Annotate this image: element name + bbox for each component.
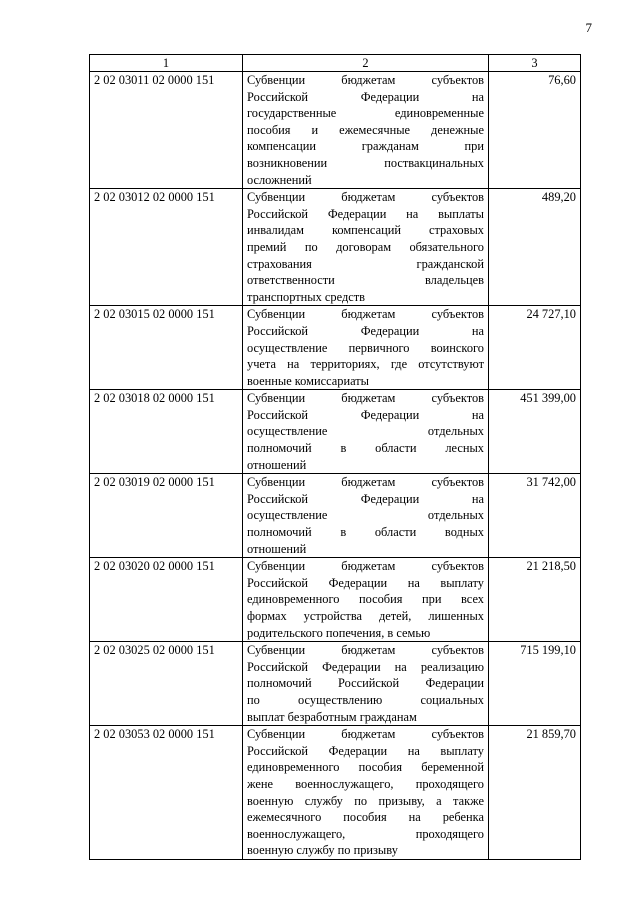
table-body: [90, 72, 581, 860]
budget-code-cell: 2 02 03018 02 0000 151: [90, 390, 243, 474]
page-number: 7: [585, 20, 592, 35]
description-line: военные комиссариаты: [247, 373, 370, 388]
description-cell: [243, 189, 489, 306]
table-row: [90, 390, 581, 474]
description-line: осложнений: [247, 172, 312, 187]
amount-cell: 21 859,70: [489, 726, 581, 860]
description-line: родительского попечения, в семью: [247, 625, 431, 640]
budget-code-cell: 2 02 03020 02 0000 151: [90, 558, 243, 642]
description-line: ответственности владельцев: [247, 273, 484, 288]
table-row: [90, 726, 581, 860]
column-header-amount: 3: [489, 55, 581, 72]
description-line: единовременного пособия при всех: [247, 592, 484, 607]
description-line: осуществление первичного воинского: [247, 340, 484, 355]
description-line: Российской Федерации на: [247, 323, 484, 338]
description-line: осуществление отдельных: [247, 508, 484, 523]
description-line: единовременного пособия беременной: [247, 760, 484, 775]
description-line: полномочий в области водных: [247, 525, 484, 540]
description-line: осуществление отдельных: [247, 424, 484, 439]
description-line: по осуществлению социальных: [247, 692, 484, 707]
description-line: Субвенции бюджетам субъектов: [247, 307, 484, 322]
description-line: транспортных средств: [247, 289, 366, 304]
description-line: жене военнослужащего, проходящего: [247, 776, 484, 791]
description-line: Российской Федерации на выплаты: [247, 206, 484, 221]
table-row: [90, 72, 581, 189]
table-row: [90, 642, 581, 726]
description-line: полномочий Российской Федерации: [247, 676, 484, 691]
description-line: Российской Федерации на выплату: [247, 575, 484, 590]
description-cell: [243, 642, 489, 726]
amount-cell: 21 218,50: [489, 558, 581, 642]
amount-cell: 451 399,00: [489, 390, 581, 474]
description-cell: [243, 72, 489, 189]
amount-cell: 489,20: [489, 189, 581, 306]
table-row: [90, 474, 581, 558]
description-cell: [243, 474, 489, 558]
description-line: инвалидам компенсаций страховых: [247, 223, 484, 238]
column-header-code: 1: [90, 55, 243, 72]
description-line: Российской Федерации на реализацию: [247, 659, 484, 674]
table-row: [90, 189, 581, 306]
table-row: [90, 558, 581, 642]
description-line: Субвенции бюджетам субъектов: [247, 190, 484, 205]
budget-code-cell: 2 02 03015 02 0000 151: [90, 306, 243, 390]
description-line: компенсации гражданам при: [247, 139, 484, 154]
budget-code-cell: 2 02 03025 02 0000 151: [90, 642, 243, 726]
description-line: Субвенции бюджетам субъектов: [247, 643, 484, 658]
budget-table: [89, 54, 581, 860]
description-cell: [243, 558, 489, 642]
budget-code-cell: 2 02 03053 02 0000 151: [90, 726, 243, 860]
description-line: Субвенции бюджетам субъектов: [247, 391, 484, 406]
table-header-row: [90, 55, 581, 72]
description-line: Субвенции бюджетам субъектов: [247, 559, 484, 574]
description-line: Российской Федерации на: [247, 89, 484, 104]
description-line: премий по договорам обязательного: [247, 239, 484, 254]
column-header-description: 2: [243, 55, 489, 72]
description-line: Субвенции бюджетам субъектов: [247, 727, 484, 742]
description-line: военнослужащего, проходящего: [247, 826, 484, 841]
description-line: формах устройства детей, лишенных: [247, 609, 484, 623]
description-line: государственные единовременные: [247, 106, 484, 121]
amount-cell: 715 199,10: [489, 642, 581, 726]
description-line: военную службу по призыву, а также: [247, 793, 484, 808]
amount-cell: 31 742,00: [489, 474, 581, 558]
table-row: [90, 306, 581, 390]
description-line: страхования гражданской: [247, 256, 484, 271]
amount-cell: 76,60: [489, 72, 581, 189]
description-cell: [243, 306, 489, 390]
description-line: Российской Федерации на: [247, 407, 484, 422]
budget-code-cell: 2 02 03019 02 0000 151: [90, 474, 243, 558]
description-line: полномочий в области лесных: [247, 441, 484, 456]
budget-code-cell: 2 02 03011 02 0000 151: [90, 72, 243, 189]
description-cell: [243, 726, 489, 860]
description-cell: [243, 390, 489, 474]
description-line: Российской Федерации на: [247, 491, 484, 506]
description-line: Российской Федерации на выплату: [247, 743, 484, 758]
budget-code-cell: 2 02 03012 02 0000 151: [90, 189, 243, 306]
description-line: отношений: [247, 457, 307, 472]
description-line: военную службу по призыву: [247, 843, 398, 858]
description-line: пособия и ежемесячные денежные: [247, 122, 484, 137]
description-line: возникновении поствакцинальных: [247, 155, 484, 170]
description-line: выплат безработным гражданам: [247, 709, 417, 724]
description-line: Субвенции бюджетам субъектов: [247, 73, 484, 87]
description-line: отношений: [247, 541, 307, 556]
description-line: ежемесячного пособия на ребенка: [247, 810, 484, 825]
description-line: учета на территориях, где отсутствуют: [247, 357, 484, 372]
description-line: Субвенции бюджетам субъектов: [247, 475, 484, 490]
amount-cell: 24 727,10: [489, 306, 581, 390]
